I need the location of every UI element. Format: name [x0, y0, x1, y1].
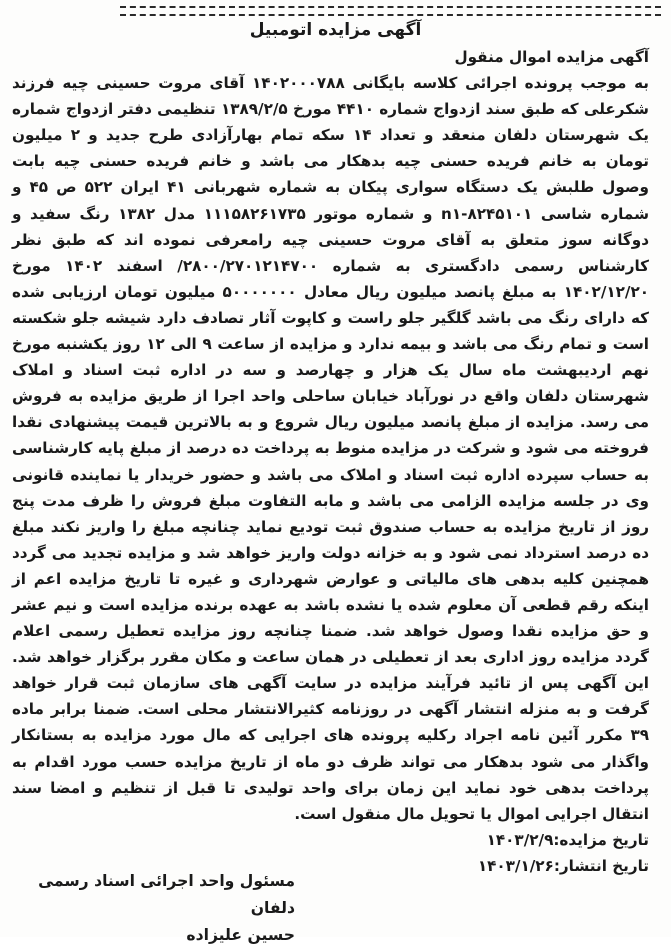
notice-body — [12, 44, 649, 879]
signer-name: حسین علیزاده — [186, 926, 295, 944]
notice-title: آگهی مزایده اتومبیل — [249, 20, 422, 40]
signer-title: مسئول واحد اجرائی اسناد رسمی دلفان — [38, 872, 295, 917]
publish-date: تاریخ انتشار:۱۴۰۳/۱/۲۶ — [477, 856, 649, 875]
notice-subtitle: آگهی مزایده اموال منقول — [454, 48, 649, 66]
auction-date: تاریخ مزایده:۱۴۰۳/۲/۹ — [486, 830, 649, 849]
top-divider — [120, 6, 661, 16]
notice-paragraph: به موجب پرونده اجرائی کلاسه بایگانی ۱۴۰۲۰۰۰۷۸۸ آقای مروت حسینی چیه فرزند شکرعلی که طبق سند ازدواج شماره ۴۴۱۰ مورخ ۱۳۸۹/۲/۵ تنظیمی دفتر ازدواج شماره یک شهرستان دلفان منعقد و تعداد ۱۴ سکه تمام بهارآزادی طرح جدید و ۲ میلیون تومان به خانم فریده حسنی چیه بدهکار می باشد و خانم فریده حسنی چیه بابت وصول طلبش یک دستگاه سواری پیکان به شماره شهربانی ۴۱ ایران ۵۲۲ ص ۴۵ و شماره شاسی ۸۲۴۵۱۰۱-n۱ و شماره موتور ۱۱۱۵۸۲۶۱۷۳۵ مدل ۱۳۸۲ رنگ سفید و دوگانه سوز متعلق به آقای مروت حسینی چیه رامعرفی نموده اند که طبق نظر کارشناس رسمی دادگستری به شماره ۲۸۰۰/۲۷۰۱۲۱۴۷۰۰/ اسفند ۱۴۰۲ مورخ ۱۴۰۲/۱۲/۲۰ به مبلغ پانصد میلیون ریال معادل ۵۰۰۰۰۰۰۰ میلیون تومان ارزیابی شده که دارای رنگ می باشد گلگیر جلو راست و کاپوت آثار تصادف دارد شیشه جلو شکسته است و تمام رنگ می باشد و بیمه ندارد و مزایده از ساعت ۹ الی ۱۲ روز یکشنبه مورخ نهم اردیبهشت ماه سال یک هزار و چهارصد و سه در اداره ثبت اسناد و املاک شهرستان دلفان واقع در نورآباد خیابان ساحلی واحد اجرا از طریق مزایده به فروش می رسد. مزایده از مبلغ پانصد میلیون ریال شروع و به بالاترین قیمت پیشنهادی نقدا فروخته می شود و شرکت در مزایده منوط به پرداخت ده درصد از مبلغ پایه کارشناسی به حساب سپرده اداره ثبت اسناد و املاک می باشد و حضور خریدار یا نماینده قانونی وی در جلسه مزایده الزامی می باشد و مابه التفاوت مبلغ فروش را ظرف مدت پنج روز از تاریخ مزایده به حساب صندوق ثبت تودیع نماید چنانچه مبلغ را واریز نکند مبلغ ده درصد استرداد نمی شود و به خزانه دولت واریز خواهد شد و مزایده تجدید می گردد همچنین کلیه بدهی های مالیاتی و عوارض شهرداری و غیره تا تاریخ مزایده اعم از اینکه رقم قطعی آن معلوم شده یا نشده باشد به عهده برنده مزایده است و نیم عشر و حق مزایده نقدا وصول خواهد شد. ضمنا چنانچه روز مزایده تعطیل رسمی اعلام گردد مزایده روز اداری بعد از تعطیلی در همان ساعت و مکان مقرر برگزار خواهد شد. این آگهی پس از تائید فرآیند مزایده در سایت آگهی های سازمان ثبت قرار خواهد گرفت و به منزله انتشار آگهی در روزنامه کثیرالانتشار محلی است. ضمنا برابر ماده ۳۹ مکرر آئین نامه اجراد رکلیه پرونده های اجرایی که مال مورد مزایده به بستانکار واگذار می شود بدهکار می تواند ظرف دو ماه از تاریخ مزایده حسب مورد اقدام به پرداخت بدهی خود نماید این زمان برای واحد تولیدی تا قبل از تنظیم و امضا سند انتقال اجرایی اموال یا تحویل مال منقول است. — [12, 74, 650, 823]
